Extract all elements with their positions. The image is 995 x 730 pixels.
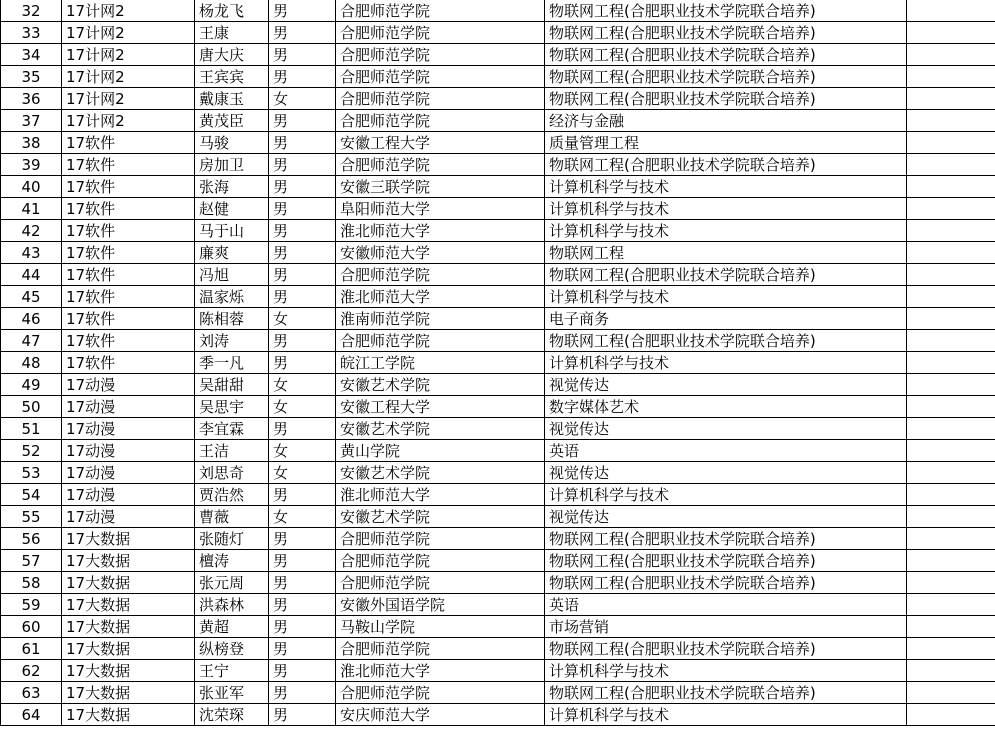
cell-gender[interactable]: 男 <box>269 66 336 88</box>
cell-empty[interactable] <box>907 264 995 286</box>
cell-class[interactable]: 17计网2 <box>62 0 195 22</box>
cell-gender[interactable]: 男 <box>269 198 336 220</box>
cell-major[interactable]: 物联网工程(合肥职业技术学院联合培养) <box>545 154 907 176</box>
table-body <box>1 0 995 726</box>
cell-gender[interactable]: 男 <box>269 242 336 264</box>
cell-class[interactable]: 17计网2 <box>62 88 195 110</box>
cell-major[interactable]: 物联网工程(合肥职业技术学院联合培养) <box>545 638 907 660</box>
table-row <box>1 132 995 154</box>
cell-index[interactable]: 36 <box>1 88 62 110</box>
cell-empty[interactable] <box>907 374 995 396</box>
cell-university[interactable]: 合肥师范学院 <box>336 330 545 352</box>
cell-university[interactable]: 阜阳师范大学 <box>336 198 545 220</box>
cell-gender[interactable]: 男 <box>269 550 336 572</box>
cell-gender[interactable]: 男 <box>269 0 336 22</box>
cell-index[interactable]: 62 <box>1 660 62 682</box>
table-row <box>1 110 995 132</box>
cell-university[interactable]: 安徽艺术学院 <box>336 506 545 528</box>
table-row <box>1 638 995 660</box>
table-row <box>1 264 995 286</box>
table-row <box>1 330 995 352</box>
cell-class[interactable]: 17计网2 <box>62 22 195 44</box>
cell-name[interactable]: 季一凡 <box>195 352 269 374</box>
cell-university[interactable]: 安徽外国语学院 <box>336 594 545 616</box>
cell-major[interactable]: 物联网工程(合肥职业技术学院联合培养) <box>545 0 907 22</box>
cell-class[interactable]: 17大数据 <box>62 638 195 660</box>
cell-empty[interactable] <box>907 550 995 572</box>
cell-gender[interactable]: 女 <box>269 440 336 462</box>
cell-name[interactable]: 刘思奇 <box>195 462 269 484</box>
cell-class[interactable]: 17软件 <box>62 286 195 308</box>
cell-major[interactable]: 物联网工程(合肥职业技术学院联合培养) <box>545 682 907 704</box>
cell-gender[interactable]: 男 <box>269 264 336 286</box>
cell-index[interactable]: 51 <box>1 418 62 440</box>
cell-major[interactable]: 计算机科学与技术 <box>545 484 907 506</box>
cell-major[interactable]: 经济与金融 <box>545 110 907 132</box>
table-row <box>1 594 995 616</box>
cell-gender[interactable]: 女 <box>269 462 336 484</box>
table-row <box>1 374 995 396</box>
cell-index[interactable]: 53 <box>1 462 62 484</box>
cell-major[interactable]: 市场营销 <box>545 616 907 638</box>
cell-university[interactable]: 合肥师范学院 <box>336 550 545 572</box>
cell-empty[interactable] <box>907 44 995 66</box>
table-row <box>1 44 995 66</box>
cell-university[interactable]: 合肥师范学院 <box>336 528 545 550</box>
cell-class[interactable]: 17软件 <box>62 176 195 198</box>
cell-gender[interactable]: 男 <box>269 176 336 198</box>
cell-university[interactable]: 合肥师范学院 <box>336 88 545 110</box>
cell-university[interactable]: 安徽三联学院 <box>336 176 545 198</box>
cell-class[interactable]: 17软件 <box>62 330 195 352</box>
cell-index[interactable]: 60 <box>1 616 62 638</box>
cell-name[interactable]: 贾浩然 <box>195 484 269 506</box>
cell-major[interactable]: 物联网工程(合肥职业技术学院联合培养) <box>545 66 907 88</box>
cell-index[interactable]: 54 <box>1 484 62 506</box>
cell-university[interactable]: 黄山学院 <box>336 440 545 462</box>
cell-major[interactable]: 视觉传达 <box>545 462 907 484</box>
cell-university[interactable]: 合肥师范学院 <box>336 264 545 286</box>
cell-empty[interactable] <box>907 286 995 308</box>
cell-empty[interactable] <box>907 506 995 528</box>
cell-name[interactable]: 赵健 <box>195 198 269 220</box>
cell-gender[interactable]: 男 <box>269 594 336 616</box>
cell-name[interactable]: 唐大庆 <box>195 44 269 66</box>
cell-index[interactable]: 38 <box>1 132 62 154</box>
cell-name[interactable]: 沈荣琛 <box>195 704 269 726</box>
cell-gender[interactable]: 男 <box>269 484 336 506</box>
cell-gender[interactable]: 男 <box>269 286 336 308</box>
cell-index[interactable]: 32 <box>1 0 62 22</box>
cell-class[interactable]: 17大数据 <box>62 594 195 616</box>
cell-class[interactable]: 17计网2 <box>62 44 195 66</box>
cell-index[interactable]: 56 <box>1 528 62 550</box>
cell-university[interactable]: 安庆师范大学 <box>336 704 545 726</box>
cell-name[interactable]: 马于山 <box>195 220 269 242</box>
cell-empty[interactable] <box>907 528 995 550</box>
cell-university[interactable]: 合肥师范学院 <box>336 22 545 44</box>
cell-gender[interactable]: 男 <box>269 220 336 242</box>
cell-class[interactable]: 17计网2 <box>62 110 195 132</box>
cell-university[interactable]: 淮北师范大学 <box>336 660 545 682</box>
cell-university[interactable]: 淮北师范大学 <box>336 484 545 506</box>
cell-class[interactable]: 17动漫 <box>62 418 195 440</box>
cell-major[interactable]: 质量管理工程 <box>545 132 907 154</box>
cell-class[interactable]: 17大数据 <box>62 572 195 594</box>
table-row <box>1 22 995 44</box>
table-row <box>1 176 995 198</box>
cell-empty[interactable] <box>907 572 995 594</box>
cell-major[interactable]: 计算机科学与技术 <box>545 220 907 242</box>
cell-index[interactable]: 59 <box>1 594 62 616</box>
table-row <box>1 484 995 506</box>
cell-empty[interactable] <box>907 88 995 110</box>
cell-major[interactable]: 计算机科学与技术 <box>545 198 907 220</box>
cell-university[interactable]: 马鞍山学院 <box>336 616 545 638</box>
table-row <box>1 242 995 264</box>
cell-gender[interactable]: 女 <box>269 88 336 110</box>
cell-class[interactable]: 17动漫 <box>62 462 195 484</box>
cell-gender[interactable]: 男 <box>269 572 336 594</box>
cell-major[interactable]: 计算机科学与技术 <box>545 352 907 374</box>
cell-name[interactable]: 洪森林 <box>195 594 269 616</box>
table-row <box>1 0 995 22</box>
cell-class[interactable]: 17软件 <box>62 242 195 264</box>
cell-class[interactable]: 17软件 <box>62 132 195 154</box>
cell-index[interactable]: 42 <box>1 220 62 242</box>
table-row <box>1 154 995 176</box>
cell-name[interactable]: 戴康玉 <box>195 88 269 110</box>
cell-empty[interactable] <box>907 682 995 704</box>
cell-name[interactable]: 檀涛 <box>195 550 269 572</box>
table-row <box>1 66 995 88</box>
cell-gender[interactable]: 男 <box>269 528 336 550</box>
cell-university[interactable]: 合肥师范学院 <box>336 66 545 88</box>
cell-gender[interactable]: 女 <box>269 308 336 330</box>
cell-empty[interactable] <box>907 22 995 44</box>
table-row <box>1 462 995 484</box>
cell-gender[interactable]: 男 <box>269 154 336 176</box>
cell-name[interactable]: 王洁 <box>195 440 269 462</box>
cell-class[interactable]: 17大数据 <box>62 550 195 572</box>
cell-gender[interactable]: 男 <box>269 418 336 440</box>
cell-name[interactable]: 张海 <box>195 176 269 198</box>
cell-class[interactable]: 17软件 <box>62 220 195 242</box>
table-row <box>1 440 995 462</box>
cell-index[interactable]: 40 <box>1 176 62 198</box>
cell-empty[interactable] <box>907 66 995 88</box>
cell-class[interactable]: 17软件 <box>62 352 195 374</box>
cell-index[interactable]: 33 <box>1 22 62 44</box>
cell-name[interactable]: 杨龙飞 <box>195 0 269 22</box>
cell-index[interactable]: 35 <box>1 66 62 88</box>
cell-university[interactable]: 合肥师范学院 <box>336 110 545 132</box>
cell-major[interactable]: 物联网工程(合肥职业技术学院联合培养) <box>545 330 907 352</box>
cell-index[interactable]: 34 <box>1 44 62 66</box>
cell-empty[interactable] <box>907 242 995 264</box>
cell-major[interactable]: 数字媒体艺术 <box>545 396 907 418</box>
cell-empty[interactable] <box>907 308 995 330</box>
cell-gender[interactable]: 女 <box>269 506 336 528</box>
cell-gender[interactable]: 女 <box>269 396 336 418</box>
cell-class[interactable]: 17大数据 <box>62 528 195 550</box>
cell-index[interactable]: 50 <box>1 396 62 418</box>
cell-class[interactable]: 17动漫 <box>62 374 195 396</box>
cell-index[interactable]: 55 <box>1 506 62 528</box>
cell-class[interactable]: 17软件 <box>62 154 195 176</box>
cell-name[interactable]: 陈相蓉 <box>195 308 269 330</box>
cell-gender[interactable]: 男 <box>269 638 336 660</box>
cell-name[interactable]: 黄超 <box>195 616 269 638</box>
cell-index[interactable]: 37 <box>1 110 62 132</box>
table-row <box>1 308 995 330</box>
cell-empty[interactable] <box>907 462 995 484</box>
cell-major[interactable]: 物联网工程(合肥职业技术学院联合培养) <box>545 528 907 550</box>
cell-class[interactable]: 17计网2 <box>62 66 195 88</box>
cell-class[interactable]: 17大数据 <box>62 704 195 726</box>
table-row <box>1 528 995 550</box>
cell-index[interactable]: 48 <box>1 352 62 374</box>
cell-index[interactable]: 46 <box>1 308 62 330</box>
cell-index[interactable]: 57 <box>1 550 62 572</box>
cell-university[interactable]: 合肥师范学院 <box>336 638 545 660</box>
cell-index[interactable]: 44 <box>1 264 62 286</box>
cell-empty[interactable] <box>907 132 995 154</box>
cell-empty[interactable] <box>907 660 995 682</box>
cell-major[interactable]: 计算机科学与技术 <box>545 660 907 682</box>
cell-index[interactable]: 64 <box>1 704 62 726</box>
cell-empty[interactable] <box>907 220 995 242</box>
cell-university[interactable]: 合肥师范学院 <box>336 44 545 66</box>
cell-class[interactable]: 17大数据 <box>62 660 195 682</box>
cell-empty[interactable] <box>907 0 995 22</box>
table-row <box>1 682 995 704</box>
cell-index[interactable]: 52 <box>1 440 62 462</box>
cell-university[interactable]: 合肥师范学院 <box>336 572 545 594</box>
cell-name[interactable]: 纵榜登 <box>195 638 269 660</box>
cell-class[interactable]: 17大数据 <box>62 682 195 704</box>
cell-name[interactable]: 张亚军 <box>195 682 269 704</box>
cell-university[interactable]: 皖江工学院 <box>336 352 545 374</box>
cell-name[interactable]: 张元周 <box>195 572 269 594</box>
cell-university[interactable]: 安徽艺术学院 <box>336 418 545 440</box>
cell-name[interactable]: 房加卫 <box>195 154 269 176</box>
cell-major[interactable]: 视觉传达 <box>545 374 907 396</box>
cell-major[interactable]: 计算机科学与技术 <box>545 176 907 198</box>
cell-gender[interactable]: 男 <box>269 22 336 44</box>
cell-class[interactable]: 17动漫 <box>62 484 195 506</box>
cell-empty[interactable] <box>907 418 995 440</box>
table-row <box>1 704 995 726</box>
cell-major[interactable]: 物联网工程(合肥职业技术学院联合培养) <box>545 44 907 66</box>
cell-major[interactable]: 物联网工程(合肥职业技术学院联合培养) <box>545 88 907 110</box>
cell-gender[interactable]: 男 <box>269 352 336 374</box>
cell-name[interactable]: 刘涛 <box>195 330 269 352</box>
cell-index[interactable]: 58 <box>1 572 62 594</box>
cell-major[interactable]: 英语 <box>545 440 907 462</box>
cell-index[interactable]: 43 <box>1 242 62 264</box>
cell-major[interactable]: 计算机科学与技术 <box>545 704 907 726</box>
table-row <box>1 286 995 308</box>
cell-name[interactable]: 温家烁 <box>195 286 269 308</box>
cell-university[interactable]: 安徽艺术学院 <box>336 462 545 484</box>
cell-university[interactable]: 淮北师范大学 <box>336 286 545 308</box>
cell-index[interactable]: 41 <box>1 198 62 220</box>
cell-name[interactable]: 王宁 <box>195 660 269 682</box>
cell-gender[interactable]: 女 <box>269 374 336 396</box>
cell-gender[interactable]: 男 <box>269 660 336 682</box>
cell-empty[interactable] <box>907 396 995 418</box>
cell-gender[interactable]: 男 <box>269 330 336 352</box>
cell-empty[interactable] <box>907 638 995 660</box>
cell-empty[interactable] <box>907 484 995 506</box>
cell-gender[interactable]: 男 <box>269 682 336 704</box>
table-row <box>1 220 995 242</box>
cell-empty[interactable] <box>907 154 995 176</box>
cell-major[interactable]: 物联网工程(合肥职业技术学院联合培养) <box>545 550 907 572</box>
table-row <box>1 198 995 220</box>
cell-gender[interactable]: 男 <box>269 704 336 726</box>
cell-major[interactable]: 物联网工程(合肥职业技术学院联合培养) <box>545 22 907 44</box>
cell-class[interactable]: 17软件 <box>62 308 195 330</box>
cell-major[interactable]: 视觉传达 <box>545 418 907 440</box>
cell-empty[interactable] <box>907 616 995 638</box>
cell-empty[interactable] <box>907 440 995 462</box>
cell-name[interactable]: 王宾宾 <box>195 66 269 88</box>
cell-class[interactable]: 17动漫 <box>62 506 195 528</box>
cell-major[interactable]: 物联网工程 <box>545 242 907 264</box>
cell-class[interactable]: 17大数据 <box>62 616 195 638</box>
table-row <box>1 352 995 374</box>
cell-empty[interactable] <box>907 352 995 374</box>
cell-index[interactable]: 45 <box>1 286 62 308</box>
cell-major[interactable]: 英语 <box>545 594 907 616</box>
cell-name[interactable]: 吴思宇 <box>195 396 269 418</box>
cell-name[interactable]: 张随灯 <box>195 528 269 550</box>
cell-major[interactable]: 电子商务 <box>545 308 907 330</box>
table-row <box>1 396 995 418</box>
cell-university[interactable]: 淮南师范学院 <box>336 308 545 330</box>
cell-university[interactable]: 合肥师范学院 <box>336 682 545 704</box>
table-row <box>1 616 995 638</box>
cell-name[interactable]: 李宜霖 <box>195 418 269 440</box>
cell-index[interactable]: 61 <box>1 638 62 660</box>
cell-empty[interactable] <box>907 110 995 132</box>
cell-university[interactable]: 合肥师范学院 <box>336 0 545 22</box>
table-row <box>1 88 995 110</box>
cell-name[interactable]: 冯旭 <box>195 264 269 286</box>
cell-name[interactable]: 黄茂臣 <box>195 110 269 132</box>
cell-empty[interactable] <box>907 704 995 726</box>
cell-index[interactable]: 47 <box>1 330 62 352</box>
cell-empty[interactable] <box>907 176 995 198</box>
cell-gender[interactable]: 男 <box>269 110 336 132</box>
cell-university[interactable]: 安徽工程大学 <box>336 132 545 154</box>
cell-university[interactable]: 安徽艺术学院 <box>336 374 545 396</box>
cell-index[interactable]: 49 <box>1 374 62 396</box>
cell-class[interactable]: 17动漫 <box>62 396 195 418</box>
cell-name[interactable]: 王康 <box>195 22 269 44</box>
cell-index[interactable]: 39 <box>1 154 62 176</box>
cell-empty[interactable] <box>907 330 995 352</box>
cell-gender[interactable]: 男 <box>269 132 336 154</box>
cell-empty[interactable] <box>907 198 995 220</box>
cell-major[interactable]: 计算机科学与技术 <box>545 286 907 308</box>
table-row <box>1 572 995 594</box>
table-row <box>1 660 995 682</box>
cell-class[interactable]: 17软件 <box>62 264 195 286</box>
cell-name[interactable]: 廉爽 <box>195 242 269 264</box>
cell-class[interactable]: 17软件 <box>62 198 195 220</box>
cell-name[interactable]: 曹薇 <box>195 506 269 528</box>
cell-gender[interactable]: 男 <box>269 616 336 638</box>
cell-university[interactable]: 淮北师范大学 <box>336 220 545 242</box>
cell-name[interactable]: 马骏 <box>195 132 269 154</box>
cell-major[interactable]: 物联网工程(合肥职业技术学院联合培养) <box>545 264 907 286</box>
cell-name[interactable]: 吴甜甜 <box>195 374 269 396</box>
cell-class[interactable]: 17动漫 <box>62 440 195 462</box>
cell-university[interactable]: 安徽师范大学 <box>336 242 545 264</box>
cell-major[interactable]: 物联网工程(合肥职业技术学院联合培养) <box>545 572 907 594</box>
cell-empty[interactable] <box>907 594 995 616</box>
cell-major[interactable]: 视觉传达 <box>545 506 907 528</box>
cell-university[interactable]: 合肥师范学院 <box>336 154 545 176</box>
cell-gender[interactable]: 男 <box>269 44 336 66</box>
cell-university[interactable]: 安徽工程大学 <box>336 396 545 418</box>
table-row <box>1 550 995 572</box>
table-row <box>1 506 995 528</box>
table-row <box>1 418 995 440</box>
cell-index[interactable]: 63 <box>1 682 62 704</box>
